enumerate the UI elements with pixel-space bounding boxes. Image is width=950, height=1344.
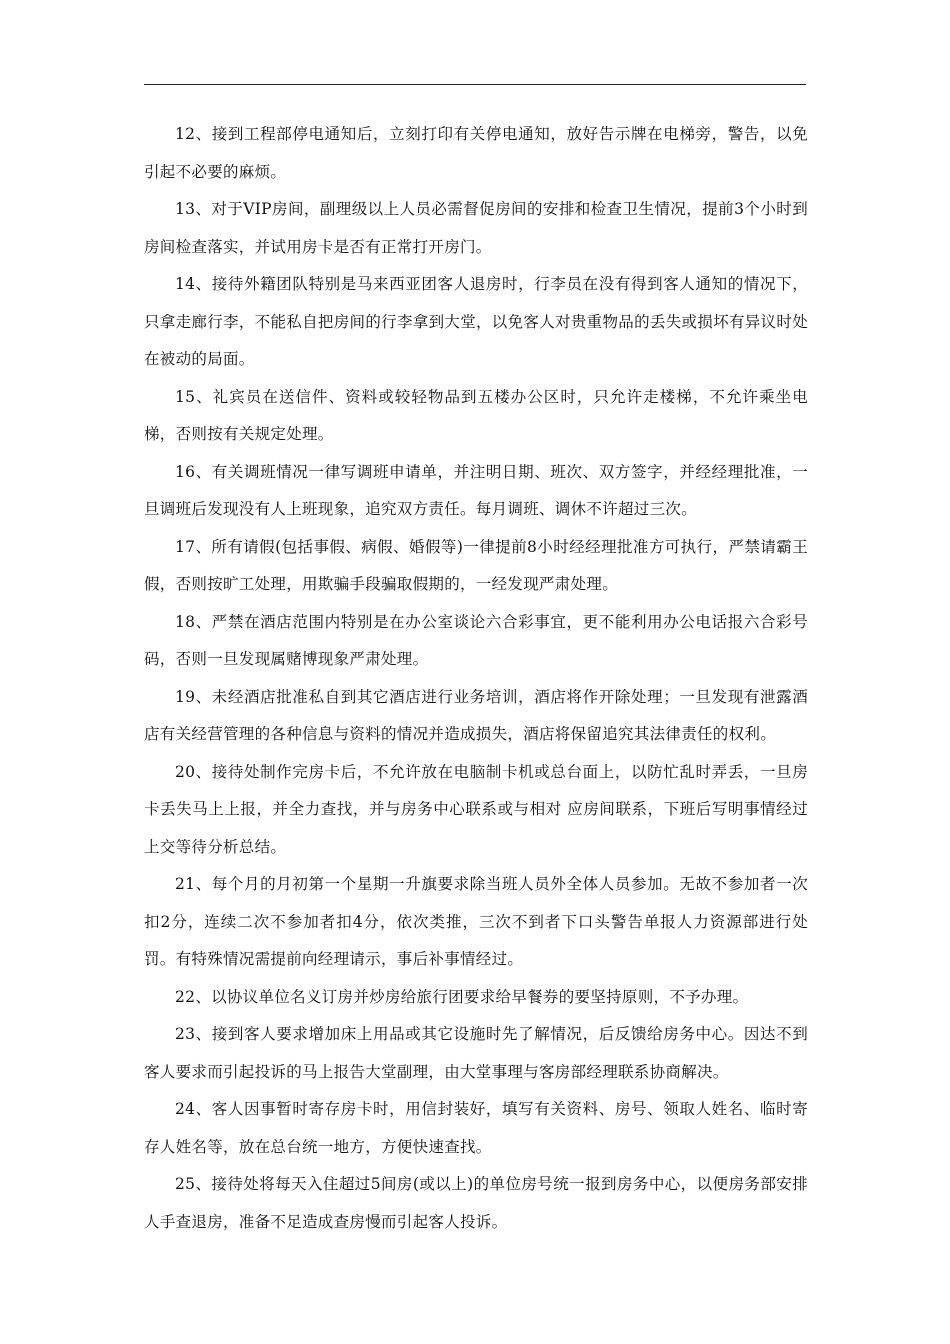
paragraph-rule-22: 22、以协议单位名义订房并炒房给旅行团要求给早餐券的要坚持原则，不予办理。 — [175, 987, 749, 1006]
paragraph-rule-15: 15、礼宾员在送信件、资料或较轻物品到五楼办公区时，只允许走楼梯，不允许乘坐电梯，否则按有关规定处理。 — [144, 387, 808, 443]
paragraph-rule-24: 24、客人因事暂时寄存房卡时，用信封装好，填写有关资料、房号、领取人姓名、临时寄存人姓名等，放在总台统一地方，方便快速查找。 — [144, 1100, 808, 1156]
paragraph-rule-20: 20、接待处制作完房卡后，不允许放在电脑制卡机或总台面上，以防忙乱时弄丢，一旦房卡丢失马上上报，并全力查找，并与房务中心联系或与相对 应房间联系，下班后写明事情经过上交等待分析总结。 — [144, 762, 808, 856]
paragraph-rule-18: 18、严禁在酒店范围内特别是在办公室谈论六合彩事宜，更不能利用办公电话报六合彩号码，否则一旦发现属赌博现象严肃处理。 — [144, 612, 808, 668]
paragraph-rule-13: 13、对于VIP房间，副理级以上人员必需督促房间的安排和检查卫生情况，提前3个小时到房间检查落实，并试用房卡是否有正常打开房门。 — [144, 200, 808, 256]
paragraph-rule-16: 16、有关调班情况一律写调班申请单，并注明日期、班次、双方签字，并经经理批准，一旦调班后发现没有人上班现象，追究双方责任。每月调班、调休不许超过三次。 — [144, 462, 808, 518]
paragraph-rule-17: 17、所有请假(包括事假、病假、婚假等)一律提前8小时经经理批准方可执行，严禁请霸王假，否则按旷工处理，用欺骗手段骗取假期的，一经发现严肃处理。 — [144, 537, 808, 593]
paragraph-rule-14: 14、接待外籍团队特别是马来西亚团客人退房时，行李员在没有得到客人通知的情况下，只拿走廊行李，不能私自把房间的行李拿到大堂，以免客人对贵重物品的丢失或损坏有异议时处在被动的局面。 — [144, 275, 808, 368]
paragraph-rule-21: 21、每个月的月初第一个星期一升旗要求除当班人员外全体人员参加。无故不参加者一次扣2分，连续二次不参加者扣4分，依次类推，三次不到者下口头警告单报人力资源部进行处罚。有特殊情况需提前向经理请示，事后补事情经过。 — [144, 875, 808, 968]
paragraph-rule-19: 19、未经酒店批准私自到其它酒店进行业务培训，酒店将作开除处理；一旦发现有泄露酒店有关经营管理的各种信息与资料的情况并造成损失，酒店将保留追究其法律责任的权利。 — [144, 687, 808, 743]
document-body — [144, 116, 808, 1241]
paragraph-rule-23: 23、接到客人要求增加床上用品或其它设施时先了解情况，后反馈给房务中心。因达不到客人要求而引起投诉的马上报告大堂副理，由大堂事理与客房部经理联系协商解决。 — [144, 1025, 808, 1081]
header-rule — [144, 84, 806, 85]
paragraph-rule-25: 25、接待处将每天入住超过5间房(或以上)的单位房号统一报到房务中心，以便房务部安排人手查退房，准备不足造成查房慢而引起客人投诉。 — [144, 1175, 808, 1231]
paragraph-rule-12: 12、接到工程部停电通知后，立刻打印有关停电通知，放好告示牌在电梯旁，警告，以免引起不必要的麻烦。 — [144, 125, 808, 181]
